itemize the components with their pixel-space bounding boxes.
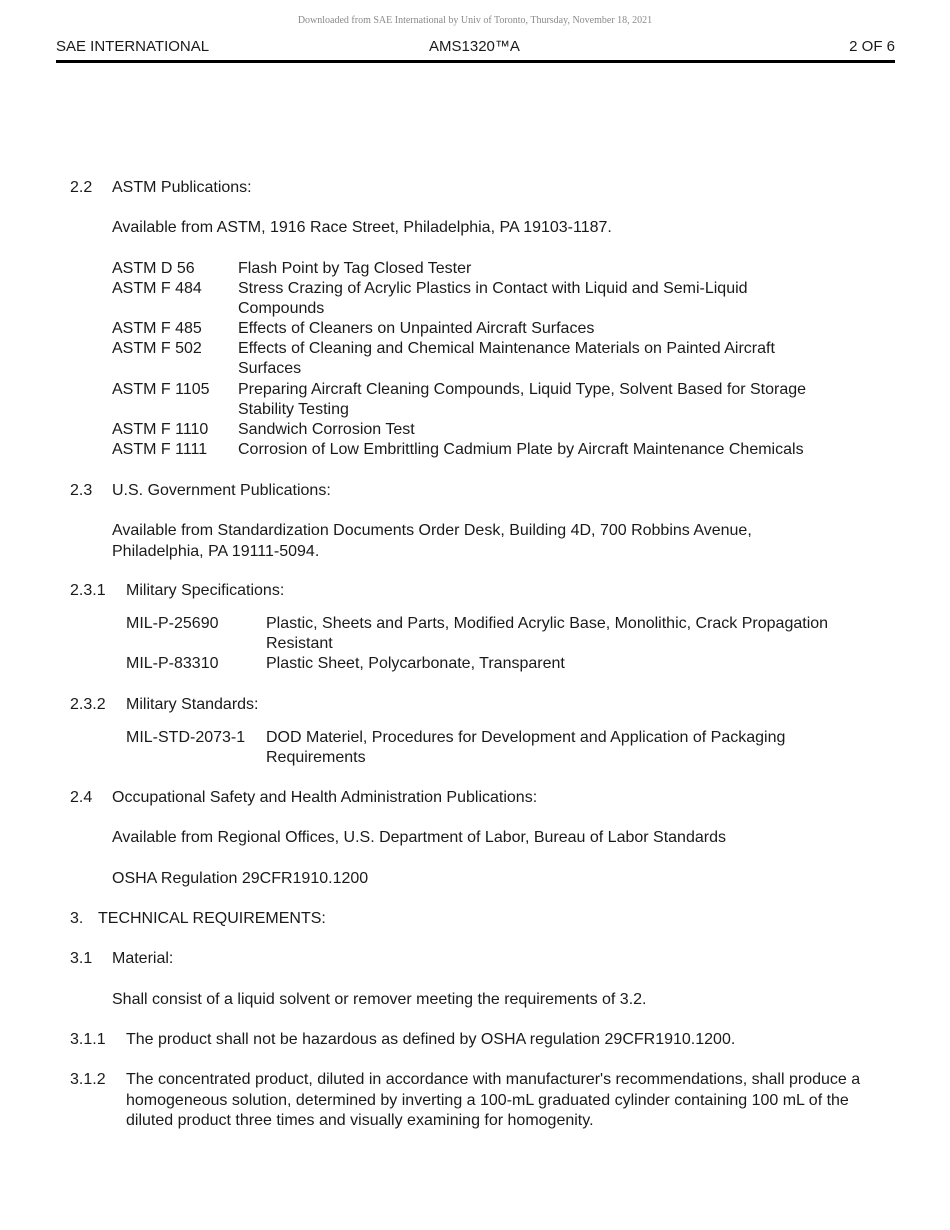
page-header: [56, 38, 895, 63]
reference-code: ASTM F 1105: [112, 381, 210, 398]
section-2-3-1-heading: [70, 581, 284, 601]
section-number: 3.1.2: [70, 1071, 106, 1088]
section-number: 2.2: [70, 179, 93, 196]
section-3-heading: [70, 909, 326, 929]
section-2-3-heading: [70, 481, 331, 501]
section-2-2-heading: [70, 178, 252, 198]
section-title: TECHNICAL REQUIREMENTS:: [98, 910, 326, 927]
section-number: 2.3.2: [70, 696, 106, 713]
reference-title: Preparing Aircraft Cleaning Compounds, Liquid Type, Solvent Based for Storage Stability Testing: [238, 381, 807, 418]
section-number: 2.3: [70, 482, 93, 499]
reference-code: ASTM F 1111: [112, 441, 208, 458]
govt-availability: Available from Standardization Documents Order Desk, Building 4D, 700 Robbins Avenue, Philadelphia, PA 19111-5094.: [112, 522, 752, 560]
reference-code: MIL-STD-2073-1: [126, 729, 246, 746]
osha-availability: Available from Regional Offices, U.S. Department of Labor, Bureau of Labor Standards: [112, 829, 726, 846]
reference-title: Effects of Cleaning and Chemical Maintenance Materials on Painted Aircraft Surfaces: [238, 340, 775, 377]
astm-availability: Available from ASTM, 1916 Race Street, Philadelphia, PA 19103-1187.: [112, 219, 612, 236]
section-title: U.S. Government Publications:: [112, 482, 331, 499]
section-3-1-2-paragraph: The concentrated product, diluted in accordance with manufacturer's recommendations, shall produce a homogeneous solution, determined by inverting a 100-mL graduated cylinder containing 100 mL of the diluted product three times and visually examining for homogenity.: [126, 1071, 861, 1129]
section-number: 3.: [70, 910, 84, 927]
section-title: Occupational Safety and Health Administration Publications:: [112, 789, 538, 806]
reference-code: ASTM D 56: [112, 260, 195, 277]
section-number: 3.1: [70, 950, 93, 967]
page-number: 2 OF 6: [849, 38, 895, 55]
reference-title: Sandwich Corrosion Test: [238, 421, 415, 438]
reference-title: Corrosion of Low Embrittling Cadmium Plate by Aircraft Maintenance Chemicals: [238, 441, 804, 458]
section-title: Military Specifications:: [126, 582, 285, 599]
section-number: 2.4: [70, 789, 93, 806]
reference-title: Plastic, Sheets and Parts, Modified Acrylic Base, Monolithic, Crack Propagation Resistant: [266, 615, 829, 652]
document-number: AMS1320™A: [429, 38, 520, 55]
reference-code: ASTM F 484: [112, 280, 202, 297]
section-3-1-1-paragraph: [70, 1030, 735, 1050]
section-2-3-2-heading: [70, 695, 259, 715]
reference-code: MIL-P-83310: [126, 655, 219, 672]
paragraph-text: The product shall not be hazardous as defined by OSHA regulation 29CFR1910.1200.: [126, 1031, 736, 1048]
section-title: Military Standards:: [126, 696, 259, 713]
reference-title: Stress Crazing of Acrylic Plastics in Contact with Liquid and Semi-Liquid Compounds: [238, 280, 748, 317]
reference-code: ASTM F 485: [112, 320, 202, 337]
section-title: Material:: [112, 950, 174, 967]
reference-code: MIL-P-25690: [126, 615, 219, 632]
reference-title: Effects of Cleaners on Unpainted Aircraft Surfaces: [238, 320, 595, 337]
reference-code: ASTM F 502: [112, 340, 202, 357]
osha-regulation: OSHA Regulation 29CFR1910.1200: [112, 870, 369, 887]
section-number: 3.1.1: [70, 1031, 106, 1048]
section-title: ASTM Publications:: [112, 179, 252, 196]
reference-title: Plastic Sheet, Polycarbonate, Transparent: [266, 655, 565, 672]
reference-title: DOD Materiel, Procedures for Development and Application of Packaging Requirements: [266, 729, 786, 766]
download-watermark: Downloaded from SAE International by Univ of Toronto, Thursday, November 18, 2021: [297, 15, 653, 26]
section-3-1-heading: [70, 949, 173, 969]
reference-title: Flash Point by Tag Closed Tester: [238, 260, 472, 277]
material-text: Shall consist of a liquid solvent or remover meeting the requirements of 3.2.: [112, 991, 647, 1008]
reference-code: ASTM F 1110: [112, 421, 209, 438]
publisher-name: SAE INTERNATIONAL: [56, 38, 210, 55]
section-2-4-heading: [70, 788, 537, 808]
section-number: 2.3.1: [70, 582, 106, 599]
